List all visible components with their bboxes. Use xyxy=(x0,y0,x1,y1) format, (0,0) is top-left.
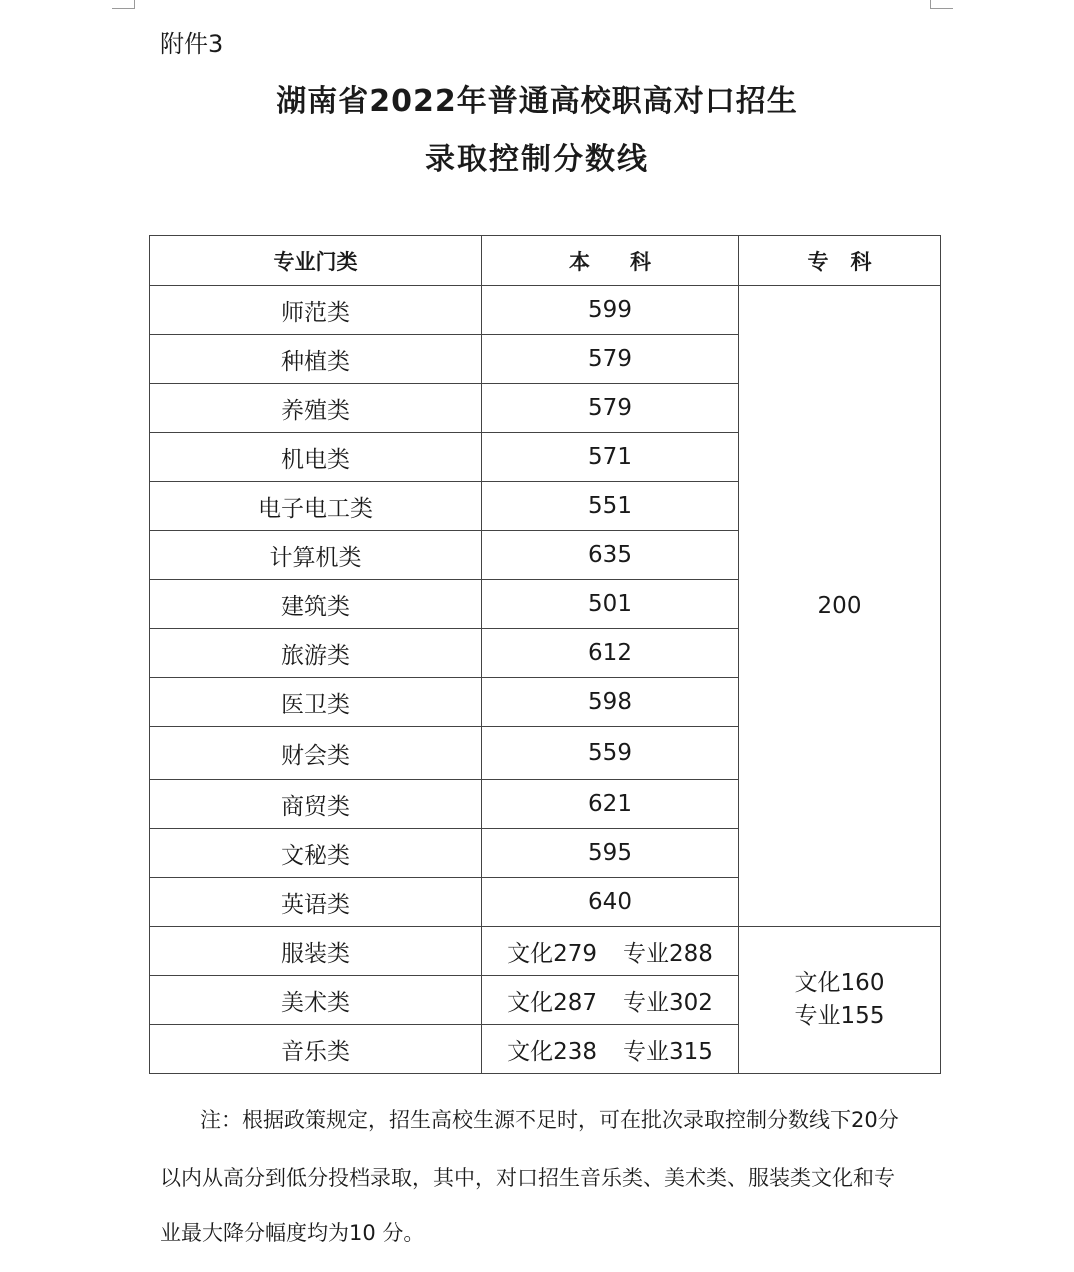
attachment-label: 附件3 xyxy=(160,30,224,58)
major-score: 专业288 xyxy=(623,940,713,967)
category-cell: 养殖类 xyxy=(150,384,482,433)
undergrad-score: 612 xyxy=(482,629,739,678)
category-cell: 文秘类 xyxy=(150,829,482,878)
table-row xyxy=(150,927,941,976)
college-culture-score: 文化160 xyxy=(794,970,885,996)
category-cell: 电子电工类 xyxy=(150,482,482,531)
category-cell: 旅游类 xyxy=(150,629,482,678)
header-undergraduate: 本 科 xyxy=(482,236,739,286)
page-corner-mark-left xyxy=(112,0,135,9)
college-split-score xyxy=(739,927,941,1074)
undergrad-score: 579 xyxy=(482,335,739,384)
undergrad-score: 599 xyxy=(482,286,739,335)
category-cell: 机电类 xyxy=(150,433,482,482)
category-cell: 建筑类 xyxy=(150,580,482,629)
table-header-row xyxy=(150,236,941,286)
major-score: 专业315 xyxy=(623,1038,713,1065)
undergrad-score: 559 xyxy=(482,727,739,780)
undergrad-split-score xyxy=(482,1025,739,1074)
category-cell: 财会类 xyxy=(150,727,482,780)
page-corner-mark-right xyxy=(930,0,953,9)
undergrad-score: 621 xyxy=(482,780,739,829)
category-cell: 英语类 xyxy=(150,878,482,927)
culture-score: 文化279 xyxy=(507,940,597,967)
category-cell: 服装类 xyxy=(150,927,482,976)
culture-score: 文化287 xyxy=(507,989,597,1016)
category-cell: 美术类 xyxy=(150,976,482,1025)
category-cell: 医卫类 xyxy=(150,678,482,727)
undergrad-score: 579 xyxy=(482,384,739,433)
category-cell: 种植类 xyxy=(150,335,482,384)
undergrad-score: 635 xyxy=(482,531,739,580)
college-major-score: 专业155 xyxy=(794,1003,885,1029)
category-cell: 音乐类 xyxy=(150,1025,482,1074)
category-cell: 计算机类 xyxy=(150,531,482,580)
note-line-2: 以内从高分到低分投档录取，其中，对口招生音乐类、美术类、服装类文化和专 xyxy=(160,1166,895,1190)
document-title-line2: 录取控制分数线 xyxy=(425,142,649,177)
undergrad-split-score xyxy=(482,976,739,1025)
score-table xyxy=(149,235,941,1074)
college-score-common: 200 xyxy=(739,286,941,927)
category-cell: 商贸类 xyxy=(150,780,482,829)
document-title-line1: 湖南省2022年普通高校职高对口招生 xyxy=(276,84,798,119)
undergrad-score: 598 xyxy=(482,678,739,727)
major-score: 专业302 xyxy=(623,989,713,1016)
undergrad-score: 595 xyxy=(482,829,739,878)
undergrad-score: 571 xyxy=(482,433,739,482)
undergrad-score: 551 xyxy=(482,482,739,531)
note-line-3: 业最大降分幅度均为10 分。 xyxy=(160,1221,425,1245)
note-line-1: 注：根据政策规定，招生高校生源不足时，可在批次录取控制分数线下20分 xyxy=(200,1108,899,1132)
undergrad-split-score xyxy=(482,927,739,976)
table-row xyxy=(150,286,941,335)
undergrad-score: 640 xyxy=(482,878,739,927)
header-category: 专业门类 xyxy=(150,236,482,286)
category-cell: 师范类 xyxy=(150,286,482,335)
header-college: 专 科 xyxy=(739,236,941,286)
undergrad-score: 501 xyxy=(482,580,739,629)
culture-score: 文化238 xyxy=(507,1038,597,1065)
